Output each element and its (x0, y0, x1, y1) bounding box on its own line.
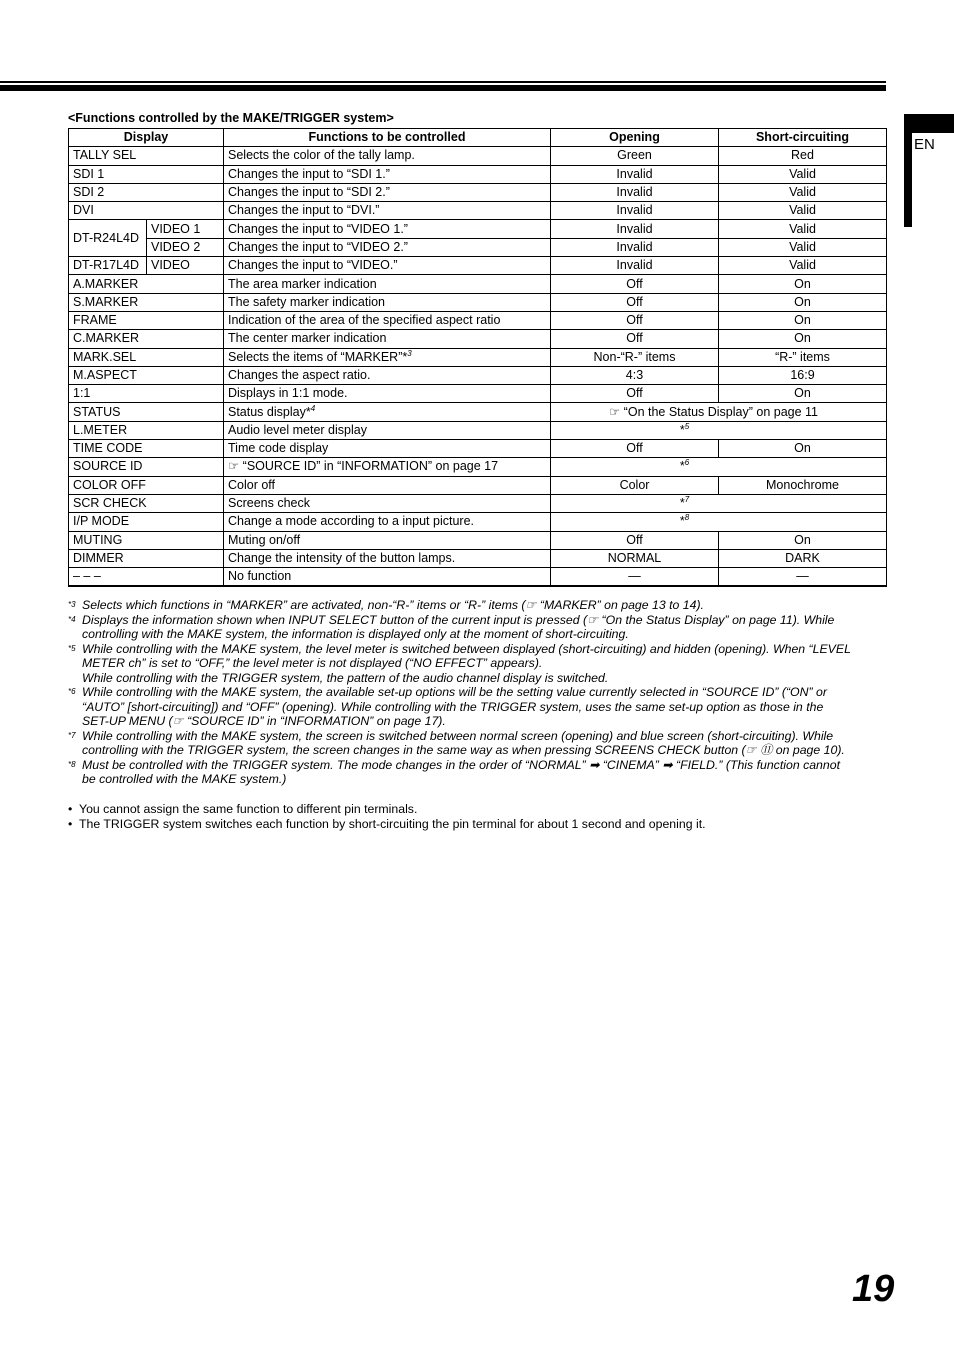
function-cell (224, 476, 551, 494)
table-header-row (69, 129, 887, 147)
footnote-line: controlling with the MAKE system, the information is displayed only at the moment of short-circuiting. (82, 627, 629, 641)
header-display: Display (69, 129, 224, 147)
footnote-marker: *6 (68, 687, 76, 696)
model-cell: DT-R24L4D (69, 220, 147, 257)
table-row (69, 311, 887, 329)
display-cell: M.ASPECT (69, 366, 224, 384)
header-rule-thick (0, 85, 886, 91)
function-text: Change a mode according to a input picture. (228, 514, 474, 529)
bullet-text: The TRIGGER system switches each function by short-circuiting the pin terminal for about 1 second and opening it. (79, 817, 706, 831)
function-text: No function (228, 569, 292, 584)
footnote (68, 758, 888, 787)
function-text: The safety marker indication (228, 294, 386, 309)
table-row (69, 257, 887, 275)
table-row (69, 531, 887, 549)
bullet-item (68, 817, 888, 832)
display-cell: VIDEO 2 (147, 238, 224, 256)
table-row (69, 458, 887, 476)
language-tab-label: EN (914, 136, 935, 153)
footnote-marker: *7 (68, 730, 76, 740)
short-circuiting-cell: On (719, 275, 887, 293)
opening-cell: Invalid (551, 165, 719, 183)
merged-state-cell (551, 403, 887, 421)
table-row (69, 275, 887, 293)
display-cell: COLOR OFF (69, 476, 224, 494)
opening-cell: Off (551, 440, 719, 458)
short-circuiting-cell: Valid (719, 238, 887, 256)
footnote-marker: *4 (68, 614, 76, 624)
function-cell (224, 147, 551, 165)
table-row (69, 183, 887, 201)
function-text: Change the intensity of the button lamps. (228, 550, 456, 565)
opening-cell: Invalid (551, 238, 719, 256)
opening-cell: — (551, 568, 719, 587)
footnote-ref: 5 (684, 421, 690, 431)
function-text: The center marker indication (228, 331, 387, 346)
merged-state-text: * (679, 496, 685, 511)
function-cell (224, 421, 551, 439)
table-row (69, 220, 887, 238)
function-cell (224, 183, 551, 201)
function-cell (224, 330, 551, 348)
table-row (69, 421, 887, 439)
merged-state-cell (551, 421, 887, 439)
function-cell (224, 568, 551, 587)
section-title: <Functions controlled by the MAKE/TRIGGER system> (68, 111, 394, 125)
function-text: Muting on/off (228, 532, 301, 547)
footnote-line: While controlling with the MAKE system, the available set-up options will be the setting value currently selected in “SOURCE ID” (“ON” or (82, 685, 827, 699)
display-cell: L.METER (69, 421, 224, 439)
function-cell (224, 348, 551, 366)
function-cell (224, 494, 551, 512)
function-text: Changes the input to “SDI 1.” (228, 166, 390, 181)
display-cell: STATUS (69, 403, 224, 421)
display-cell: TIME CODE (69, 440, 224, 458)
short-circuiting-cell: — (719, 568, 887, 587)
functions-table (68, 128, 887, 587)
short-circuiting-cell: On (719, 440, 887, 458)
footnote (68, 613, 888, 642)
function-cell (224, 293, 551, 311)
short-circuiting-cell: “R-” items (719, 348, 887, 366)
short-circuiting-cell: On (719, 293, 887, 311)
footnote-line: While controlling with the MAKE system, the level meter is switched between displayed (short-circuiting) and hidden (opening). When “LEVEL (82, 641, 851, 656)
display-cell: A.MARKER (69, 275, 224, 293)
function-text: Displays in 1:1 mode. (228, 386, 348, 401)
footnote-line: Displays the information shown when INPUT SELECT button of the current input is pressed (☞ “On the Status Display” on page 11). While (82, 612, 835, 627)
table-row (69, 238, 887, 256)
language-tab (904, 114, 954, 227)
footnote-line: “AUTO” [short-circuiting]) and “OFF” (opening). While controlling with the TRIGGER system, uses the same set-up option as those in the (82, 699, 824, 714)
short-circuiting-cell: Valid (719, 183, 887, 201)
footnote-ref: 8 (684, 513, 690, 523)
display-cell: VIDEO (147, 257, 224, 275)
display-cell: DIMMER (69, 549, 224, 567)
bullet-list (68, 802, 888, 832)
opening-cell: Off (551, 293, 719, 311)
function-text: The area marker indication (228, 276, 377, 291)
footnote-line: Must be controlled with the TRIGGER system. The mode changes in the order of “NORMAL” ➡ “CINEMA” ➡ “FIELD.” (This function cannot (82, 757, 840, 772)
function-cell (224, 238, 551, 256)
short-circuiting-cell: 16:9 (719, 366, 887, 384)
display-cell: S.MARKER (69, 293, 224, 311)
opening-cell: Off (551, 275, 719, 293)
function-text: Changes the input to “DVI.” (228, 203, 380, 218)
display-cell: C.MARKER (69, 330, 224, 348)
merged-state-cell (551, 458, 887, 476)
footnote-ref: 7 (684, 494, 690, 504)
function-cell (224, 311, 551, 329)
function-text: Selects the color of the tally lamp. (228, 148, 415, 163)
footnote (68, 642, 888, 686)
short-circuiting-cell: Valid (719, 202, 887, 220)
bullet-text: You cannot assign the same function to different pin terminals. (79, 802, 418, 816)
display-cell: MARK.SEL (69, 348, 224, 366)
function-cell (224, 257, 551, 275)
function-text: Changes the input to “VIDEO 1.” (228, 221, 408, 236)
function-cell (224, 513, 551, 531)
short-circuiting-cell: On (719, 531, 887, 549)
footnote-line: Selects which functions in “MARKER” are activated, non-“R-” items or “R-” items (☞ “MARKER” on page 13 to 14). (82, 598, 704, 612)
display-cell: I/P MODE (69, 513, 224, 531)
table-row (69, 440, 887, 458)
merged-state-cell (551, 494, 887, 512)
display-cell: SDI 1 (69, 165, 224, 183)
short-circuiting-cell: Valid (719, 220, 887, 238)
footnote (68, 685, 888, 729)
table-row (69, 147, 887, 165)
short-circuiting-cell: Valid (719, 165, 887, 183)
footnote-line: SET-UP MENU (☞ “SOURCE ID” in “INFORMATION” on page 17). (82, 714, 446, 728)
display-cell: VIDEO 1 (147, 220, 224, 238)
function-cell (224, 366, 551, 384)
opening-cell: Invalid (551, 183, 719, 201)
short-circuiting-cell: Red (719, 147, 887, 165)
function-text: Changes the aspect ratio. (228, 368, 371, 382)
merged-state-cell (551, 513, 887, 531)
table-row (69, 293, 887, 311)
function-cell (224, 165, 551, 183)
short-circuiting-cell: On (719, 385, 887, 403)
display-cell: FRAME (69, 311, 224, 329)
footnote-line: be controlled with the MAKE system.) (82, 772, 287, 786)
footnote (68, 729, 888, 758)
table-row (69, 348, 887, 366)
table-row (69, 403, 887, 421)
table-row (69, 165, 887, 183)
display-cell: – – – (69, 568, 224, 587)
opening-cell: NORMAL (551, 549, 719, 567)
table-row (69, 513, 887, 531)
short-circuiting-cell: Monochrome (719, 476, 887, 494)
function-text: Status display* (228, 404, 311, 419)
display-cell: DVI (69, 202, 224, 220)
footnote-ref: 6 (684, 458, 690, 468)
table-row (69, 494, 887, 512)
footnote-ref: 3 (407, 348, 412, 358)
function-text: Indication of the area of the specified aspect ratio (228, 313, 501, 328)
function-cell (224, 202, 551, 220)
short-circuiting-cell: Valid (719, 257, 887, 275)
opening-cell: Off (551, 330, 719, 348)
bullet-item (68, 802, 888, 817)
footnotes (68, 598, 888, 787)
function-cell (224, 549, 551, 567)
display-cell: TALLY SEL (69, 147, 224, 165)
function-text: Changes the input to “VIDEO.” (228, 258, 398, 273)
table-row (69, 330, 887, 348)
table-row (69, 366, 887, 384)
short-circuiting-cell: On (719, 330, 887, 348)
function-cell (224, 220, 551, 238)
footnote-line: While controlling with the MAKE system, the screen is switched between normal screen (opening) and blue screen (short-circuiting). While (82, 728, 834, 743)
function-cell (224, 403, 551, 421)
footnote (68, 598, 888, 613)
page-number: 19 (852, 1268, 895, 1310)
function-text: Time code display (228, 441, 329, 456)
footnote-line: METER ch” is set to “OFF,” the level meter is not displayed (“NO EFFECT” appears). (82, 656, 543, 670)
table-row (69, 385, 887, 403)
opening-cell: Non-“R-” items (551, 348, 719, 366)
function-text: Changes the input to “VIDEO 2.” (228, 239, 408, 254)
merged-state-text: * (679, 422, 685, 437)
display-cell: SDI 2 (69, 183, 224, 201)
bullet-icon: • (68, 802, 73, 816)
display-cell: MUTING (69, 531, 224, 549)
display-cell: 1:1 (69, 385, 224, 403)
function-text: Screens check (228, 496, 310, 511)
function-cell (224, 275, 551, 293)
short-circuiting-cell: On (719, 311, 887, 329)
function-cell (224, 531, 551, 549)
opening-cell: Color (551, 476, 719, 494)
header-opening: Opening (551, 129, 719, 147)
header-short-circuiting: Short-circuiting (719, 129, 887, 147)
bullet-icon: • (68, 817, 73, 831)
merged-state-text: * (679, 514, 685, 529)
footnote-line: controlling with the TRIGGER system, the screen changes in the same way as when pressing SCREENS CHECK button (☞ ⑪ on page 10). (82, 743, 845, 757)
footnote-line: While controlling with the TRIGGER system, the pattern of the audio channel display is switched. (82, 670, 609, 685)
opening-cell: Off (551, 385, 719, 403)
model-cell: DT-R17L4D (69, 257, 147, 275)
table-row (69, 549, 887, 567)
opening-cell: Invalid (551, 202, 719, 220)
opening-cell: Invalid (551, 220, 719, 238)
display-cell: SOURCE ID (69, 458, 224, 476)
opening-cell: 4:3 (551, 366, 719, 384)
opening-cell: Off (551, 531, 719, 549)
footnote-marker: *5 (68, 643, 76, 653)
display-cell: SCR CHECK (69, 494, 224, 512)
table-row (69, 202, 887, 220)
header-rule-thin (0, 81, 886, 83)
table-row (69, 568, 887, 587)
short-circuiting-cell: DARK (719, 549, 887, 567)
merged-state-text: ☞ “On the Status Display” on page 11 (609, 404, 819, 419)
merged-state-text: * (679, 459, 685, 474)
language-tab-top (904, 114, 954, 133)
function-text: Color off (228, 477, 276, 492)
footnote-marker: *3 (68, 600, 76, 609)
opening-cell: Invalid (551, 257, 719, 275)
function-cell (224, 458, 551, 476)
function-text: Changes the input to “SDI 2.” (228, 185, 390, 200)
function-text: ☞ “SOURCE ID” in “INFORMATION” on page 17 (228, 459, 499, 474)
footnote-marker: *8 (68, 759, 76, 769)
opening-cell: Off (551, 311, 719, 329)
table-row (69, 476, 887, 494)
opening-cell: Green (551, 147, 719, 165)
function-cell (224, 440, 551, 458)
function-cell (224, 385, 551, 403)
function-text: Audio level meter display (228, 422, 367, 437)
header-functions: Functions to be controlled (224, 129, 551, 147)
footnote-ref: 4 (310, 403, 316, 413)
function-text: Selects the items of “MARKER”* (228, 349, 408, 364)
